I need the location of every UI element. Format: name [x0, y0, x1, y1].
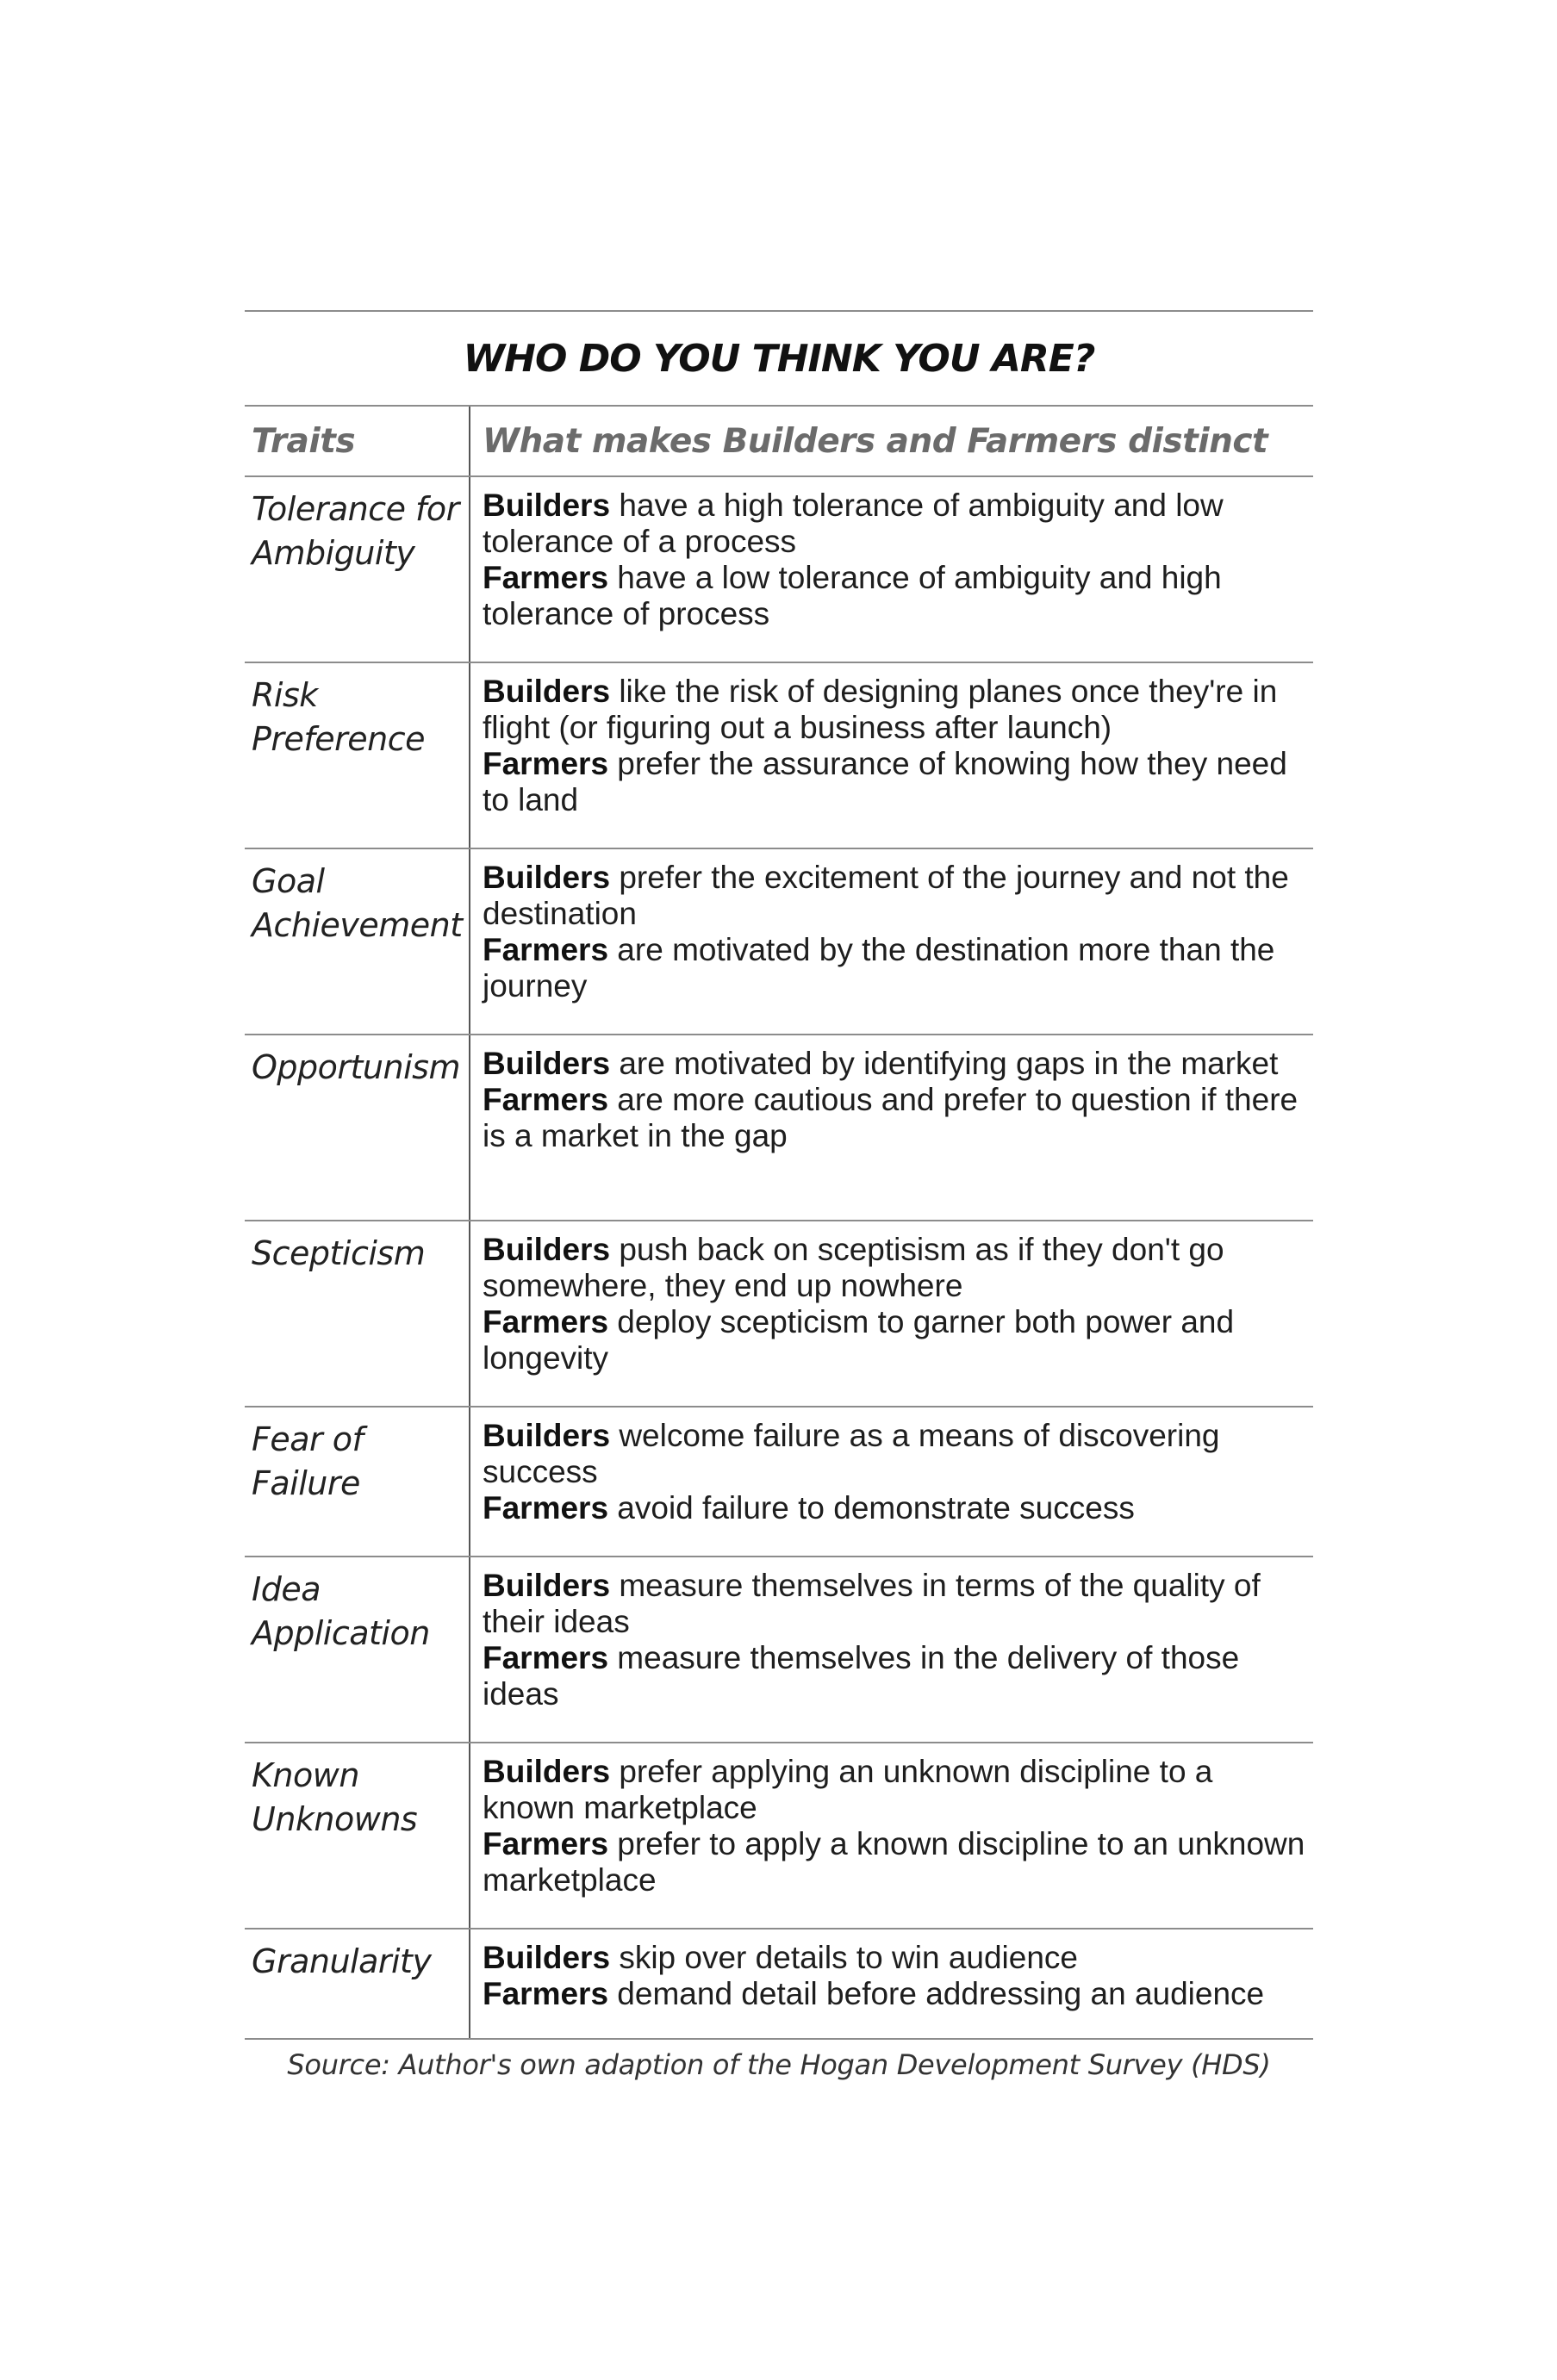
- trait-label: Tolerance for Ambiguity: [245, 477, 470, 662]
- builders-text: prefer the excitement of the journey and not the destination: [483, 860, 1289, 931]
- trait-description: [470, 1035, 1313, 1220]
- trait-description: [470, 1407, 1313, 1556]
- builders-line: [483, 860, 1313, 932]
- builders-text: have a high tolerance of ambiguity and low tolerance of a process: [483, 488, 1224, 559]
- header-description: What makes Builders and Farmers distinct: [483, 421, 1268, 461]
- farmers-text: are motivated by the destination more than the journey: [483, 932, 1275, 1004]
- builders-label: Builders: [483, 1046, 611, 1081]
- builders-line: [483, 1418, 1313, 1490]
- builders-line: [483, 1754, 1313, 1826]
- table-title: WHO DO YOU THINK YOU ARE?: [463, 336, 1095, 381]
- builders-text: measure themselves in terms of the quality of their ideas: [483, 1568, 1261, 1639]
- source-caption: Source: Author's own adaption of the Hogan Development Survey (HDS): [287, 2048, 1271, 2081]
- farmers-text: avoid failure to demonstrate success: [608, 1490, 1135, 1526]
- farmers-line: [483, 1082, 1313, 1154]
- builders-label: Builders: [483, 1418, 611, 1453]
- trait-description: [470, 1743, 1313, 1928]
- trait-label: Risk Preference: [245, 663, 470, 848]
- farmers-text: measure themselves in the delivery of those ideas: [483, 1640, 1240, 1712]
- farmers-label: Farmers: [483, 932, 609, 967]
- farmers-label: Farmers: [483, 1976, 609, 2011]
- table-row: [245, 849, 1313, 1035]
- builders-label: Builders: [483, 1232, 611, 1267]
- farmers-line: [483, 1490, 1313, 1526]
- trait-label: Goal Achievement: [245, 849, 470, 1034]
- farmers-label: Farmers: [483, 746, 609, 781]
- table-row: [245, 663, 1313, 849]
- builders-line: [483, 1568, 1313, 1640]
- builders-text: push back on sceptisism as if they don't go somewhere, they end up nowhere: [483, 1232, 1224, 1303]
- farmers-line: [483, 1826, 1313, 1898]
- table-header-row: [245, 407, 1313, 477]
- builders-label: Builders: [483, 488, 611, 523]
- builders-text: welcome failure as a means of discovering success: [483, 1418, 1220, 1489]
- farmers-label: Farmers: [483, 1640, 609, 1675]
- farmers-line: [483, 1976, 1313, 2012]
- farmers-line: [483, 1640, 1313, 1712]
- trait-description: [470, 1557, 1313, 1742]
- builders-text: like the risk of designing planes once they're in flight (or figuring out a business after launch): [483, 674, 1278, 745]
- trait-description: [470, 849, 1313, 1034]
- trait-label: Opportunism: [245, 1035, 470, 1220]
- farmers-label: Farmers: [483, 1304, 609, 1339]
- farmers-text: prefer the assurance of knowing how they need to land: [483, 746, 1287, 817]
- builders-label: Builders: [483, 860, 611, 895]
- farmers-text: have a low tolerance of ambiguity and high tolerance of process: [483, 560, 1222, 631]
- builders-line: [483, 1046, 1313, 1082]
- builders-label: Builders: [483, 1940, 611, 1975]
- farmers-line: [483, 560, 1313, 632]
- trait-label: Fear of Failure: [245, 1407, 470, 1556]
- farmers-label: Farmers: [483, 1082, 609, 1117]
- builders-label: Builders: [483, 674, 611, 709]
- farmers-label: Farmers: [483, 1490, 609, 1526]
- trait-label: Granularity: [245, 1929, 470, 2038]
- trait-label: Idea Application: [245, 1557, 470, 1742]
- builders-label: Builders: [483, 1568, 611, 1603]
- table-row: [245, 1407, 1313, 1557]
- table-row: [245, 1743, 1313, 1929]
- table-row: [245, 1557, 1313, 1743]
- table-title-row: [245, 310, 1313, 407]
- farmers-line: [483, 1304, 1313, 1376]
- farmers-label: Farmers: [483, 1826, 609, 1861]
- trait-label: Known Unknowns: [245, 1743, 470, 1928]
- builders-text: are motivated by identifying gaps in the market: [610, 1046, 1279, 1081]
- farmers-text: demand detail before addressing an audience: [608, 1976, 1265, 2011]
- farmers-line: [483, 932, 1313, 1004]
- farmers-text: are more cautious and prefer to question if there is a market in the gap: [483, 1082, 1299, 1153]
- builders-line: [483, 1940, 1313, 1976]
- header-traits: Traits: [245, 407, 470, 475]
- farmers-line: [483, 746, 1313, 818]
- builders-line: [483, 1232, 1313, 1304]
- table-row: [245, 1929, 1313, 2040]
- farmers-text: prefer to apply a known discipline to an unknown marketplace: [483, 1826, 1305, 1898]
- farmers-label: Farmers: [483, 560, 609, 595]
- table-row: [245, 477, 1313, 663]
- traits-table: [245, 310, 1313, 2081]
- trait-label: Scepticism: [245, 1221, 470, 1406]
- builders-line: [483, 674, 1313, 746]
- table-row: [245, 1035, 1313, 1221]
- builders-line: [483, 488, 1313, 560]
- trait-description: [470, 663, 1313, 848]
- table-row: [245, 1221, 1313, 1407]
- builders-text: prefer applying an unknown discipline to a known marketplace: [483, 1754, 1213, 1825]
- builders-label: Builders: [483, 1754, 611, 1789]
- trait-description: [470, 1221, 1313, 1406]
- farmers-text: deploy scepticism to garner both power and longevity: [483, 1304, 1235, 1376]
- trait-description: [470, 1929, 1313, 2038]
- builders-text: skip over details to win audience: [610, 1940, 1079, 1975]
- trait-description: [470, 477, 1313, 662]
